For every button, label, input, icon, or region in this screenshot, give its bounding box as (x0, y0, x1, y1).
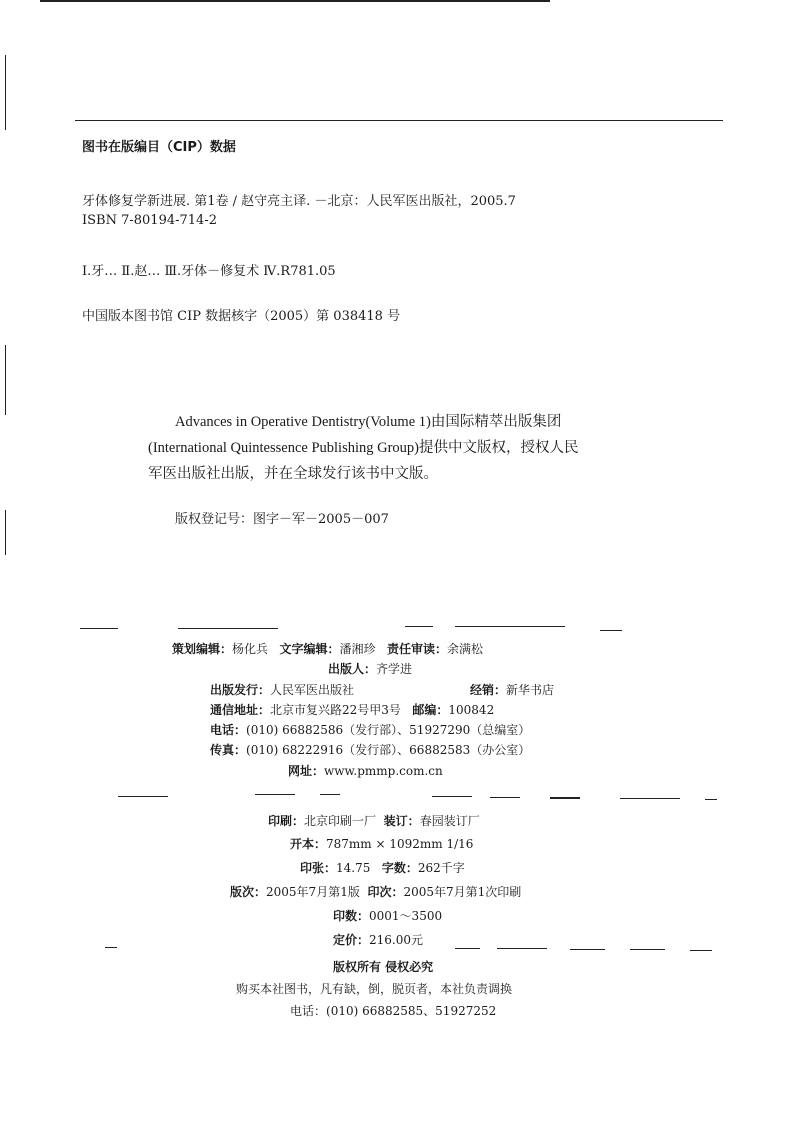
printer: 北京印刷一厂 (304, 814, 377, 828)
impression-label: 印次： (367, 885, 404, 899)
rights-rule-4 (630, 949, 665, 950)
address-label: 通信地址： (210, 703, 271, 717)
print-run-line (333, 907, 442, 924)
address: 北京市复兴路22号甲3号 (270, 703, 401, 717)
print-rule-7 (705, 799, 717, 800)
registration-number: 版权登记号：图字－军－2005－007 (175, 512, 389, 527)
seller: 新华书店 (506, 683, 555, 697)
price-line (333, 931, 423, 948)
rights-rule-left (105, 947, 117, 948)
sheets: 14.75 (336, 861, 371, 875)
seller-line (470, 681, 554, 698)
edition: 2005年7月第1版 (266, 885, 360, 899)
print-rule-1 (255, 794, 295, 795)
impression: 2005年7月第1次印刷 (403, 885, 522, 899)
publisher: 齐学进 (376, 662, 413, 676)
format-label: 开本： (290, 837, 327, 851)
postcode: 100842 (448, 703, 495, 717)
distribution: 人民军医出版社 (270, 683, 355, 697)
cip-isbn: ISBN 7-80194-714-2 (82, 213, 217, 228)
credits-rule-4 (600, 630, 622, 631)
rights-phone-label: 电话： (290, 1004, 327, 1018)
binding-label: 装订： (383, 814, 420, 828)
format: 787mm × 1092mm 1/16 (326, 837, 474, 851)
rights-phone: (010) 66882585、51927252 (326, 1004, 497, 1018)
top-edge-rule (40, 0, 550, 2)
fax-line (210, 741, 530, 758)
return-policy: 购买本社图书，凡有缺，倒，脱页者，本社负责调换 (236, 982, 513, 996)
rights-rule-1 (455, 948, 480, 949)
edition-line (230, 883, 521, 900)
credits-rule-left (80, 628, 118, 629)
phone-line (210, 721, 530, 738)
publisher-label: 出版人： (328, 662, 377, 676)
print-rule-3 (432, 796, 472, 797)
left-margin-mark-1 (5, 55, 6, 130)
address-line (210, 701, 494, 718)
price: 216.00元 (369, 933, 424, 947)
rights-phone-line (290, 1002, 496, 1019)
words: 262千字 (417, 861, 465, 875)
text-editor: 潘湘珍 (339, 642, 376, 656)
phone: (010) 66882586（发行部）、51927290（总编室） (246, 723, 531, 737)
seller-label: 经销： (470, 683, 507, 697)
binding: 春园装订厂 (419, 814, 480, 828)
cip-heading: 图书在版编目（CIP）数据 (82, 140, 236, 155)
words-label: 字数： (381, 861, 418, 875)
rights-rule-5 (690, 950, 712, 951)
left-margin-mark-3 (5, 510, 6, 555)
copyright-line1: Advances in Operative Dentistry(Volume 1)由国际精萃出版集团 (175, 414, 562, 430)
sheets-label: 印张： (300, 861, 337, 875)
print-run: 0001～3500 (369, 909, 443, 923)
distribution-label: 出版发行： (210, 683, 271, 697)
fax-label: 传真： (210, 743, 247, 757)
rights-statement (333, 958, 433, 975)
review-label: 责任审读： (386, 642, 447, 656)
review: 余满松 (446, 642, 483, 656)
phone-label: 电话： (210, 723, 247, 737)
planning-editor-label: 策划编辑： (172, 642, 233, 656)
edition-label: 版次： (230, 885, 267, 899)
cip-classification: Ⅰ.牙… Ⅱ.赵… Ⅲ.牙体－修复术 Ⅳ.R781.05 (82, 264, 336, 279)
fax: (010) 68222916（发行部）、66882583（办公室） (246, 743, 531, 757)
credits-editors-line (172, 640, 483, 657)
credits-rule-2 (405, 626, 433, 627)
sheets-line (300, 859, 465, 876)
copyright-line2: (International Quintessence Publishing Group)提供中文版权，授权人民 (148, 440, 579, 456)
rights-rule-2 (497, 948, 547, 949)
print-rule-2 (320, 794, 340, 795)
website: www.pmmp.com.cn (324, 764, 443, 778)
website-line (288, 762, 443, 779)
credits-rule-3 (455, 626, 565, 627)
credits-rule-1 (178, 628, 278, 629)
text-editor-label: 文字编辑： (279, 642, 340, 656)
cip-top-rule (75, 120, 723, 121)
rights-rule-3 (570, 949, 605, 950)
copyright-line3: 军医出版社出版，并在全球发行该书中文版。 (148, 466, 438, 482)
print-rule-4 (490, 797, 520, 798)
planning-editor: 杨化兵 (232, 642, 269, 656)
printer-label: 印刷： (268, 814, 305, 828)
print-run-label: 印数： (333, 909, 370, 923)
left-margin-mark-2 (5, 345, 6, 415)
print-rule-left (118, 796, 168, 797)
format-line (290, 835, 473, 852)
print-rule-5 (550, 797, 580, 799)
postcode-label: 邮编： (412, 703, 449, 717)
website-label: 网址： (288, 764, 325, 778)
distribution-line (210, 681, 354, 698)
price-label: 定价： (333, 933, 370, 947)
rights-statement-text: 版权所有 侵权必究 (333, 960, 434, 974)
printer-line (268, 812, 480, 829)
cip-catalog-line1: 牙体修复学新进展. 第1卷 / 赵守亮主译. －北京：人民军医出版社，2005.7 (82, 194, 516, 209)
publisher-line (328, 660, 412, 677)
cip-data-number: 中国版本图书馆 CIP 数据核字（2005）第 038418 号 (82, 309, 401, 324)
print-rule-6 (620, 798, 680, 799)
